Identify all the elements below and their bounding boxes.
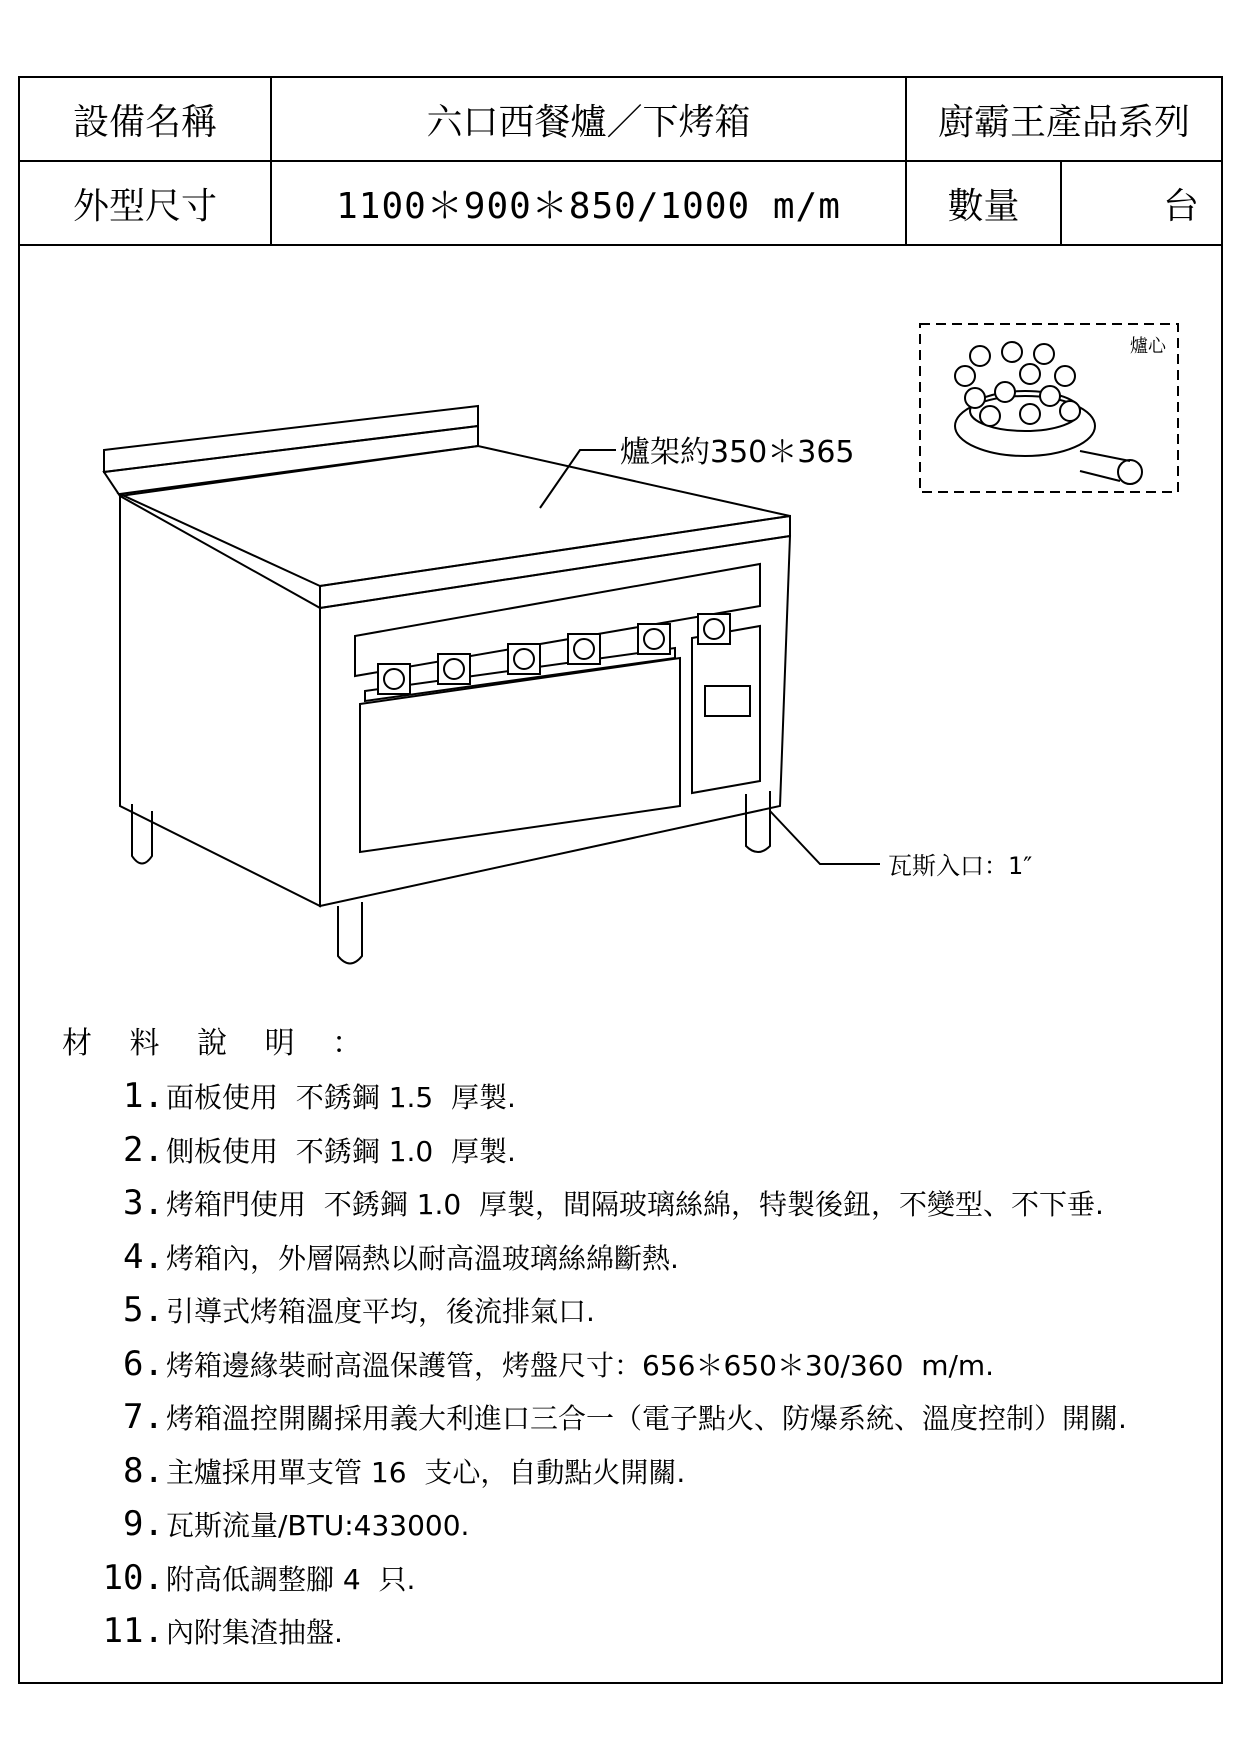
quantity-label: 數量 bbox=[907, 162, 1062, 244]
front-panel bbox=[320, 536, 790, 906]
note-item: 8. 主爐採用單支管 16 支心，自動點火開關. bbox=[123, 1450, 686, 1491]
product-series: 廚霸王產品系列 bbox=[937, 101, 1190, 143]
leg bbox=[338, 902, 362, 964]
burner-note: 爐心 bbox=[1130, 336, 1166, 357]
equipment-name: 六口西餐爐／下烤箱 bbox=[272, 78, 907, 160]
note-item: 3. 烤箱門使用 不銹鋼 1.0 厚製，間隔玻璃絲綿，特製後鈕，不變型、不下垂. bbox=[123, 1183, 1104, 1223]
note-item: 2. 側板使用 不銹鋼 1.0 厚製. bbox=[123, 1129, 516, 1170]
note-item: 5. 引導式烤箱溫度平均，後流排氣口. bbox=[123, 1290, 595, 1330]
size-value: 1100＊900＊850/1000 m/m bbox=[272, 162, 907, 244]
size-label: 外型尺寸 bbox=[20, 162, 272, 244]
note-item: 1. 面板使用 不銹鋼 1.5 厚製. bbox=[123, 1076, 516, 1116]
note-item: 10. 附高低調整腳 4 只. bbox=[102, 1557, 416, 1598]
spec-sheet bbox=[18, 76, 1223, 1684]
notes-title: 材 料 說 明 ： bbox=[62, 1026, 377, 1061]
header-row-1 bbox=[20, 78, 1221, 162]
side-panel bbox=[120, 496, 320, 906]
backsplash bbox=[104, 406, 478, 472]
leg bbox=[746, 791, 770, 852]
note-item: 9. 瓦斯流量/BTU:433000. bbox=[123, 1504, 470, 1544]
equipment-label: 設備名稱 bbox=[20, 78, 272, 160]
note-item: 6. 烤箱邊緣裝耐高溫保護管，烤盤尺寸：656＊650＊30/360 m/m. bbox=[123, 1343, 995, 1384]
gas-inlet-note: 瓦斯入口：1″ bbox=[888, 852, 1033, 880]
quantity-unit: 台 bbox=[1162, 185, 1199, 227]
material-notes bbox=[62, 1018, 1182, 1665]
burner-caps bbox=[955, 342, 1080, 426]
rack-note: 爐架約350＊365 bbox=[620, 435, 855, 470]
header-row-2 bbox=[20, 162, 1221, 246]
equipment-drawing bbox=[20, 246, 1221, 986]
note-item: 7. 烤箱溫控開關採用義大利進口三合一（電子點火、防爆系統、溫度控制）開關. bbox=[123, 1397, 1127, 1437]
note-item: 11. 內附集渣抽盤. bbox=[102, 1611, 343, 1651]
note-item: 4. 烤箱內，外層隔熱以耐高溫玻璃絲綿斷熱. bbox=[123, 1236, 679, 1277]
